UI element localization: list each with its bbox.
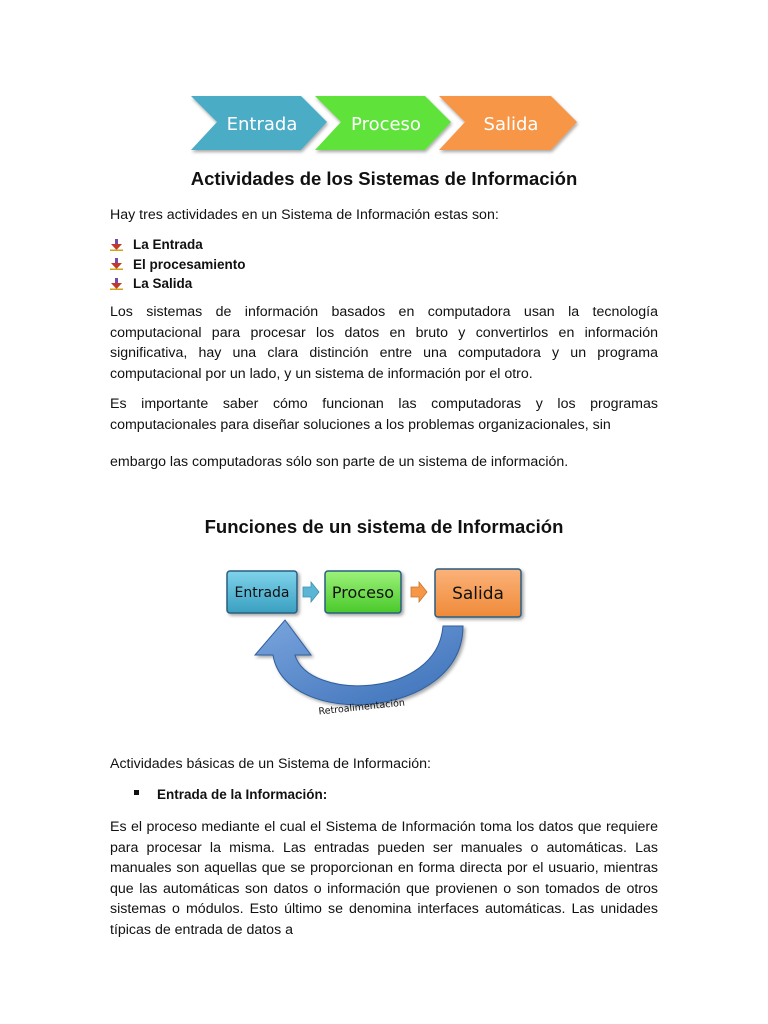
section1-paragraph2-continued: embargo las computadoras sólo son parte de un sistema de información.: [110, 454, 569, 470]
arrow-right-icon: [303, 582, 319, 602]
bullet-entrada-informacion: [134, 787, 327, 802]
chevron-label-salida: Salida: [483, 114, 539, 135]
box-label-proceso: Proceso: [331, 583, 395, 602]
list-item: [110, 255, 246, 275]
arrow-bullet-icon: [110, 239, 124, 251]
section2-intro: Actividades básicas de un Sistema de Información:: [110, 756, 431, 772]
list-item: [110, 274, 246, 294]
arrow-bullet-icon: [110, 258, 124, 270]
section1-paragraph2: Es importante saber cómo funcionan las computadoras y los programas computacionales para diseñar soluciones a los problemas organizacionales, sin: [110, 396, 658, 433]
process-chevron-diagram: [185, 92, 585, 156]
section2-paragraph: Es el proceso mediante el cual el Sistema de Información toma los datos que requiere para procesar la misma. Las entradas pueden ser manuales o automáticas. Las manuales son aquellas que se proporcionan en forma directa por el usuario, mientras que las automáticas son datos o información que provienen o son tomados de otros sistemas o módulos. Esto último se denomina interfaces automáticas. Las unidades típicas de entrada de datos a: [110, 819, 658, 938]
activities-list: [110, 235, 246, 294]
list-item: [110, 235, 246, 255]
feedback-arrow: [255, 620, 463, 705]
feedback-loop-diagram: [215, 560, 535, 740]
section1-paragraph1: Los sistemas de información basados en computadora usan la tecnología computacional para procesar los datos en bruto y convertirlos en información significativa, hay una clara distinción entre una computadora y un programa computacional por un lado, y un sistema de información por el otro.: [110, 304, 658, 382]
chevron-label-entrada: Entrada: [226, 114, 298, 135]
box-label-entrada: Entrada: [234, 585, 290, 601]
section1-title: Actividades de los Sistemas de Información: [190, 168, 578, 189]
arrow-right-icon: [411, 582, 427, 602]
section1-intro: Hay tres actividades en un Sistema de Información estas son:: [110, 207, 499, 223]
feedback-label: Retroalimentación: [318, 697, 406, 718]
bullet-salida: La Salida: [133, 276, 193, 291]
arrow-bullet-icon: [110, 278, 124, 290]
section2-title: Funciones de un sistema de Información: [204, 516, 564, 537]
chevron-label-proceso: Proceso: [351, 114, 421, 135]
bullet-entrada: La Entrada: [133, 237, 203, 252]
box-label-salida: Salida: [452, 584, 504, 604]
bullet-text: Entrada de la Información:: [157, 787, 328, 802]
square-bullet-icon: [134, 790, 139, 795]
bullet-procesamiento: El procesamiento: [133, 256, 246, 272]
